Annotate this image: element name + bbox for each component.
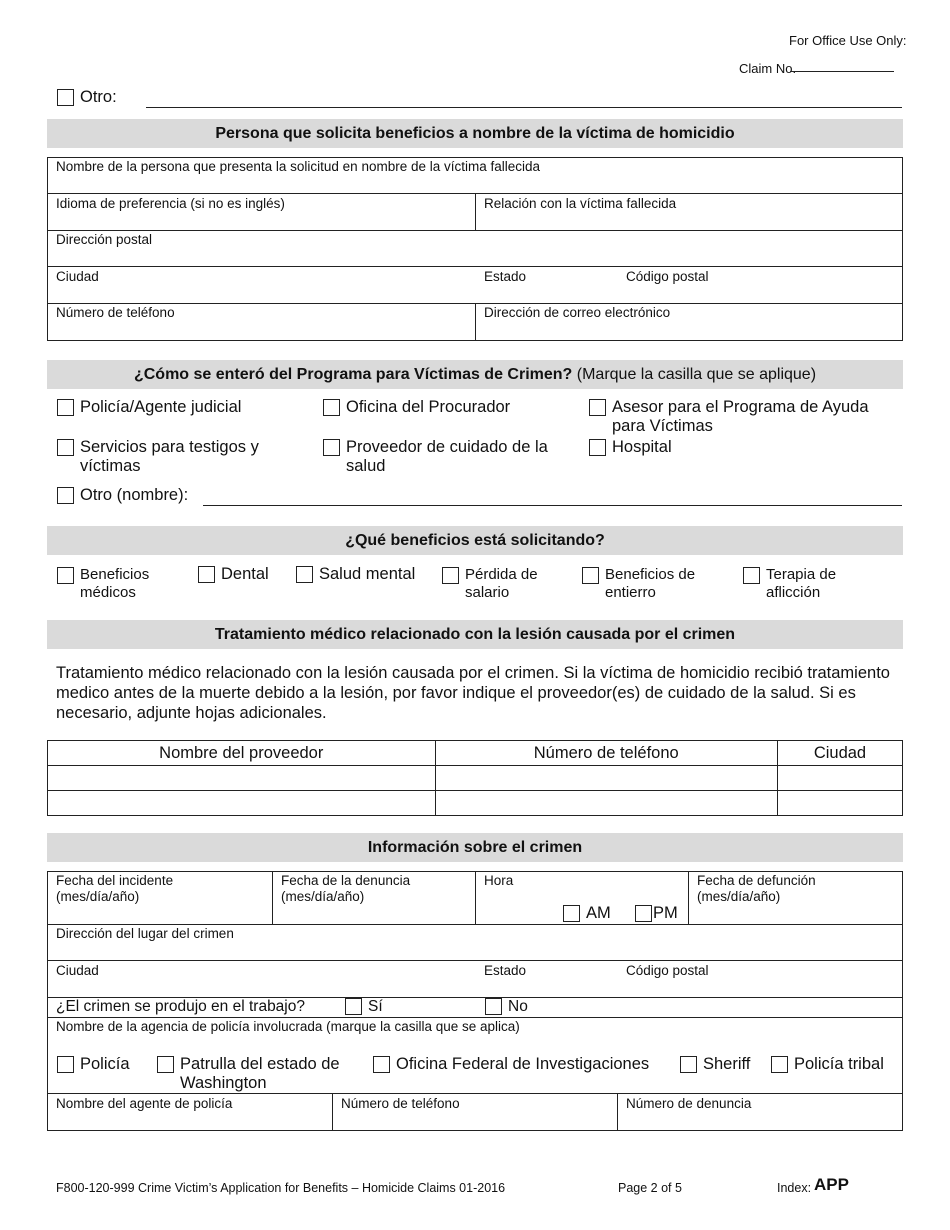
agency-wsp-checkbox[interactable]: [157, 1056, 174, 1073]
referral-other[interactable]: [57, 486, 188, 505]
referral-other-field[interactable]: [203, 490, 902, 506]
mailing-address-field[interactable]: Dirección postal: [56, 232, 153, 247]
benefit-wage-checkbox[interactable]: [442, 567, 459, 584]
benefit-dental-label: Dental: [221, 565, 269, 583]
otro-top-label: Otro:: [80, 88, 117, 106]
benefit-funeral-label: Beneficios de entierro: [605, 566, 696, 601]
city-field[interactable]: Ciudad: [56, 269, 99, 284]
referral-witness[interactable]: [57, 438, 287, 476]
provider-table-header: [48, 741, 903, 766]
section-crime-title: Información sobre el crimen: [47, 833, 903, 862]
referral-provider-checkbox[interactable]: [323, 439, 340, 456]
work-no-checkbox[interactable]: [485, 998, 502, 1015]
section-medical-title: Tratamiento médico relacionado con la lesión causada por el crimen: [47, 620, 903, 649]
referral-advocate-checkbox[interactable]: [589, 399, 606, 416]
referral-police-label: Policía/Agente judicial: [80, 398, 242, 416]
agency-fbi[interactable]: [373, 1055, 649, 1074]
otro-top-field[interactable]: [146, 92, 902, 108]
benefit-mental[interactable]: [296, 565, 415, 584]
applicant-name-field[interactable]: Nombre de la persona que presenta la solicitud en nombre de la víctima fallecida: [56, 159, 541, 174]
agency-police-checkbox[interactable]: [57, 1056, 74, 1073]
benefit-medical-label: Beneficios médicos: [80, 566, 150, 601]
section-applicant-title: Persona que solicita beneficios a nombre de la víctima de homicidio: [47, 119, 903, 148]
work-yes-option[interactable]: [345, 997, 383, 1016]
officer-phone-field[interactable]: Número de teléfono: [341, 1096, 460, 1111]
work-question: ¿El crimen se produjo en el trabajo?: [56, 998, 305, 1015]
referral-advocate[interactable]: [589, 398, 889, 436]
referral-prosecutor-label: Oficina del Procurador: [346, 398, 511, 416]
benefit-mental-label: Salud mental: [319, 565, 416, 583]
agency-police[interactable]: [57, 1055, 130, 1074]
referral-provider-label: Proveedor de cuidado de la salud: [346, 438, 548, 475]
time-field[interactable]: Hora: [484, 873, 514, 888]
agency-tribal[interactable]: [771, 1055, 884, 1074]
am-option[interactable]: [563, 904, 611, 923]
referral-witness-label: Servicios para testigos y víctimas: [80, 438, 259, 475]
referral-police[interactable]: [57, 398, 297, 417]
office-use-label: For Office Use Only:: [789, 33, 907, 48]
crime-zip-field[interactable]: Código postal: [626, 963, 709, 978]
agency-tribal-checkbox[interactable]: [771, 1056, 788, 1073]
pm-checkbox[interactable]: [635, 905, 652, 922]
benefit-wage[interactable]: [442, 566, 562, 602]
agency-sheriff-label: Sheriff: [703, 1055, 751, 1073]
provider-city-cell[interactable]: [777, 766, 902, 791]
referral-hospital-checkbox[interactable]: [589, 439, 606, 456]
crime-city-field[interactable]: Ciudad: [56, 963, 99, 978]
benefit-medical[interactable]: [57, 566, 167, 602]
provider-phone-cell[interactable]: [435, 766, 777, 791]
work-yes-checkbox[interactable]: [345, 998, 362, 1015]
pm-label: PM: [653, 904, 678, 922]
page-number: Page 2 of 5: [618, 1181, 682, 1195]
index-label: Index:: [777, 1181, 812, 1195]
benefit-grief-label: Terapia de aflicción: [766, 566, 837, 601]
benefit-wage-label: Pérdida de salario: [465, 566, 538, 601]
referral-police-checkbox[interactable]: [57, 399, 74, 416]
benefit-grief-checkbox[interactable]: [743, 567, 760, 584]
referral-hospital-label: Hospital: [612, 438, 672, 456]
pm-option[interactable]: [635, 904, 678, 923]
otro-top-option[interactable]: [57, 88, 117, 107]
benefit-funeral-checkbox[interactable]: [582, 567, 599, 584]
report-number-field[interactable]: Número de denuncia: [626, 1096, 752, 1111]
referral-witness-checkbox[interactable]: [57, 439, 74, 456]
agency-wsp-label: Patrulla del estado de Washington: [180, 1055, 340, 1092]
table-row: [48, 766, 903, 791]
language-field[interactable]: Idioma de preferencia (si no es inglés): [56, 196, 285, 211]
provider-city-header: Ciudad: [777, 741, 902, 766]
crime-address-field[interactable]: Dirección del lugar del crimen: [56, 926, 234, 941]
agency-sheriff-checkbox[interactable]: [680, 1056, 697, 1073]
agency-label: Nombre de la agencia de policía involucrada (marque la casilla que se aplica): [56, 1019, 520, 1034]
medical-paragraph: Tratamiento médico relacionado con la lesión causada por el crimen. Si la víctima de homicidio recibió tratamiento medico antes de la muerte debido a la lesión, por favor indique el proveedor(es) de cuidado de la salud. Si es necesario, adjunte hojas adicionales.: [56, 664, 890, 722]
benefit-dental-checkbox[interactable]: [198, 566, 215, 583]
form-id: F800-120-999 Crime Victim’s Application for Benefits – Homicide Claims 01-2016: [56, 1181, 506, 1195]
benefit-mental-checkbox[interactable]: [296, 566, 313, 583]
incident-date-field[interactable]: Fecha del incidente (mes/día/año): [56, 873, 174, 904]
work-yes-label: Sí: [368, 998, 383, 1015]
provider-table: [47, 740, 903, 816]
referral-subtitle-text: (Marque la casilla que se aplique): [572, 366, 817, 383]
section-benefits-title: ¿Qué beneficios está solicitando?: [47, 526, 903, 555]
benefit-dental[interactable]: [198, 565, 269, 584]
am-checkbox[interactable]: [563, 905, 580, 922]
officer-name-field[interactable]: Nombre del agente de policía: [56, 1096, 233, 1111]
benefit-funeral[interactable]: [582, 566, 707, 602]
referral-hospital[interactable]: [589, 438, 829, 457]
referral-other-label: Otro (nombre):: [80, 486, 189, 504]
referral-advocate-label: Asesor para el Programa de Ayuda para Víctimas: [612, 398, 869, 435]
section-referral-title: [47, 360, 903, 389]
claim-no-label: Claim No.: [739, 61, 797, 76]
work-no-option[interactable]: [485, 997, 528, 1016]
relation-field[interactable]: Relación con la víctima fallecida: [484, 196, 677, 211]
agency-police-label: Policía: [80, 1055, 130, 1073]
email-field[interactable]: Dirección de correo electrónico: [484, 305, 671, 320]
zip-field[interactable]: Código postal: [626, 269, 709, 284]
provider-name-cell[interactable]: [48, 791, 436, 816]
provider-city-cell[interactable]: [777, 791, 902, 816]
report-date-field[interactable]: Fecha de la denuncia (mes/día/año): [281, 873, 411, 904]
agency-fbi-checkbox[interactable]: [373, 1056, 390, 1073]
referral-prosecutor[interactable]: [323, 398, 563, 417]
provider-name-header: Nombre del proveedor: [48, 741, 436, 766]
claim-no-field[interactable]: [790, 57, 894, 72]
benefit-grief[interactable]: [743, 566, 858, 602]
death-date-field[interactable]: Fecha de defunción (mes/día/año): [697, 873, 816, 904]
agency-tribal-label: Policía tribal: [794, 1055, 884, 1073]
otro-top-checkbox[interactable]: [57, 89, 74, 106]
referral-title-text: ¿Cómo se enteró del Programa para Víctimas de Crimen?: [133, 366, 573, 383]
phone-field[interactable]: Número de teléfono: [56, 305, 175, 320]
agency-sheriff[interactable]: [680, 1055, 750, 1074]
referral-provider[interactable]: [323, 438, 563, 476]
table-row: [48, 791, 903, 816]
am-label: AM: [586, 904, 611, 922]
agency-fbi-label: Oficina Federal de Investigaciones: [396, 1055, 650, 1073]
state-field[interactable]: Estado: [484, 269, 527, 284]
provider-phone-cell[interactable]: [435, 791, 777, 816]
crime-state-field[interactable]: Estado: [484, 963, 527, 978]
index-value: APP: [814, 1175, 849, 1194]
work-no-label: No: [508, 998, 528, 1015]
provider-name-cell[interactable]: [48, 766, 436, 791]
provider-phone-header: Número de teléfono: [435, 741, 777, 766]
benefit-medical-checkbox[interactable]: [57, 567, 74, 584]
referral-other-checkbox[interactable]: [57, 487, 74, 504]
agency-wsp[interactable]: [157, 1055, 357, 1093]
referral-prosecutor-checkbox[interactable]: [323, 399, 340, 416]
